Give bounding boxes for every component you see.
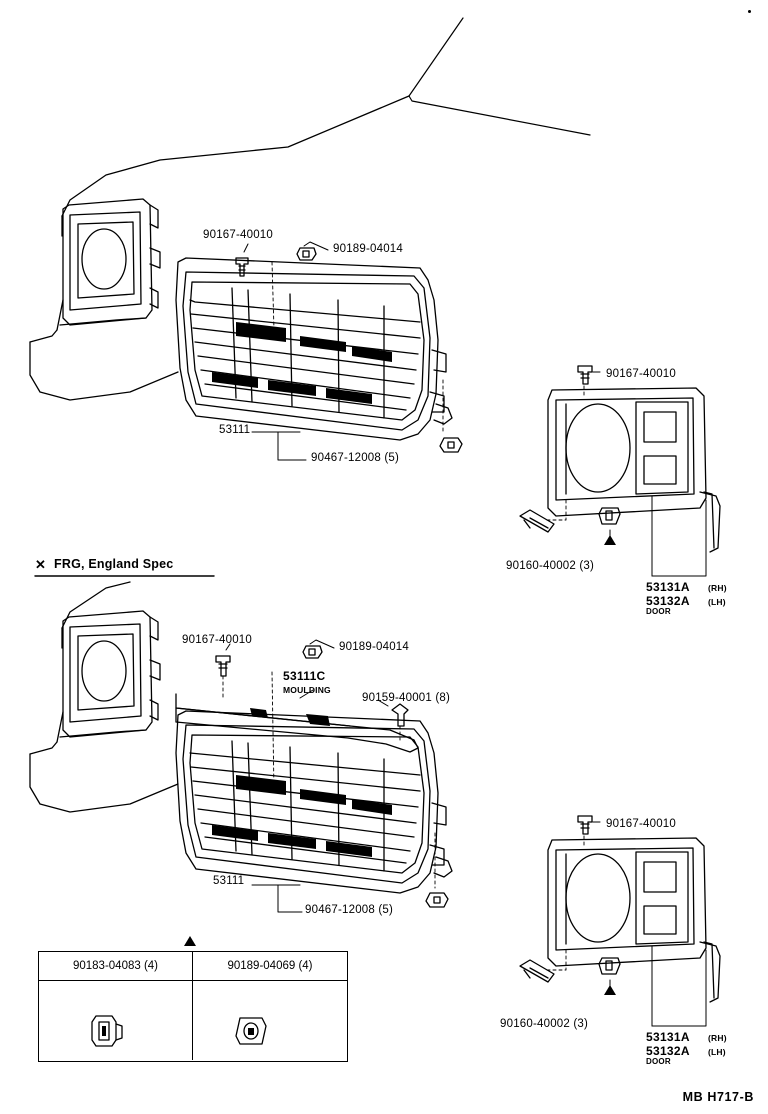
lower-door-bolt-90160 (520, 960, 554, 982)
legend-table (38, 951, 348, 1062)
lower-door-screw-90167 (578, 816, 592, 834)
lower-right-headlamp-door (548, 838, 720, 1002)
label-lower-53111c: 53111C (283, 669, 326, 683)
label-lower-door-rh: 53131A (646, 1030, 690, 1044)
label-lower-90159: 90159-40001 (8) (362, 692, 451, 704)
legend-table-header-row (39, 952, 347, 981)
label-lower-moulding: MOULDING (283, 685, 331, 695)
legend-col-2-header: 90189-04069 (4) (227, 960, 313, 972)
legend-col-2-illustration (193, 981, 347, 1060)
label-lower-90167: 90167-40010 (182, 634, 252, 646)
legend-col-1-illustration (39, 981, 193, 1060)
label-lower-door-door: DOOR (646, 1057, 671, 1066)
lower-grille-clip (426, 893, 448, 907)
lower-door-clip-90183 (599, 958, 620, 974)
label-upper-door-90167: 90167-40010 (606, 368, 676, 380)
label-lower-door-90167: 90167-40010 (606, 818, 676, 830)
label-upper-90167: 90167-40010 (203, 229, 273, 241)
label-lower-door-rh-suffix: (RH) (708, 1033, 727, 1043)
lower-body-outline (30, 582, 178, 812)
label-lower-door-lh: 53132A (646, 1044, 690, 1058)
upper-grille-clip (440, 438, 462, 452)
legend-table-body-row (39, 981, 347, 1060)
triangle-marker-upper-door-icon (604, 535, 616, 545)
label-upper-90189: 90189-04014 (333, 243, 403, 255)
registration-dot-top-right (748, 10, 751, 13)
upper-right-headlamp-door (548, 388, 720, 552)
label-lower-90467: 90467-12008 (5) (305, 904, 394, 916)
label-upper-door-door: DOOR (646, 607, 671, 616)
upper-grille (176, 258, 452, 440)
label-upper-door-lh-suffix: (LH) (708, 597, 726, 607)
label-lower-90189: 90189-04014 (339, 641, 409, 653)
label-upper-door-90160: 90160-40002 (3) (506, 560, 595, 572)
spec-mark-icon: ✕ (35, 557, 46, 572)
upper-door-screw-90167 (578, 366, 592, 384)
footer-code: MB H717-B (682, 1090, 754, 1104)
lower-grille (176, 711, 452, 893)
label-lower-door-90160: 90160-40002 (3) (500, 1018, 589, 1030)
upper-door-bolt-90160 (520, 510, 554, 532)
triangle-marker-lower-door-icon (604, 985, 616, 995)
legend-col-1-header: 90183-04083 (4) (39, 952, 193, 980)
lower-left-headlamp-door (63, 611, 160, 737)
spec-note: FRG, England Spec (54, 557, 174, 571)
lower-clip-90189 (303, 646, 322, 658)
lower-screw-90167 (216, 656, 230, 676)
label-upper-door-rh: 53131A (646, 580, 690, 594)
lower-rivet-90159 (392, 704, 408, 726)
label-lower-door-lh-suffix: (LH) (708, 1047, 726, 1057)
label-upper-90467: 90467-12008 (5) (311, 452, 400, 464)
label-lower-53111: 53111 (213, 875, 245, 887)
triangle-marker-legend-icon (184, 936, 196, 946)
upper-left-headlamp-door (63, 199, 160, 325)
upper-door-clip-90183 (599, 508, 620, 524)
label-upper-53111: 53111 (219, 424, 251, 436)
upper-clip-90189 (297, 248, 316, 260)
label-upper-door-lh: 53132A (646, 594, 690, 608)
label-upper-door-rh-suffix: (RH) (708, 583, 727, 593)
